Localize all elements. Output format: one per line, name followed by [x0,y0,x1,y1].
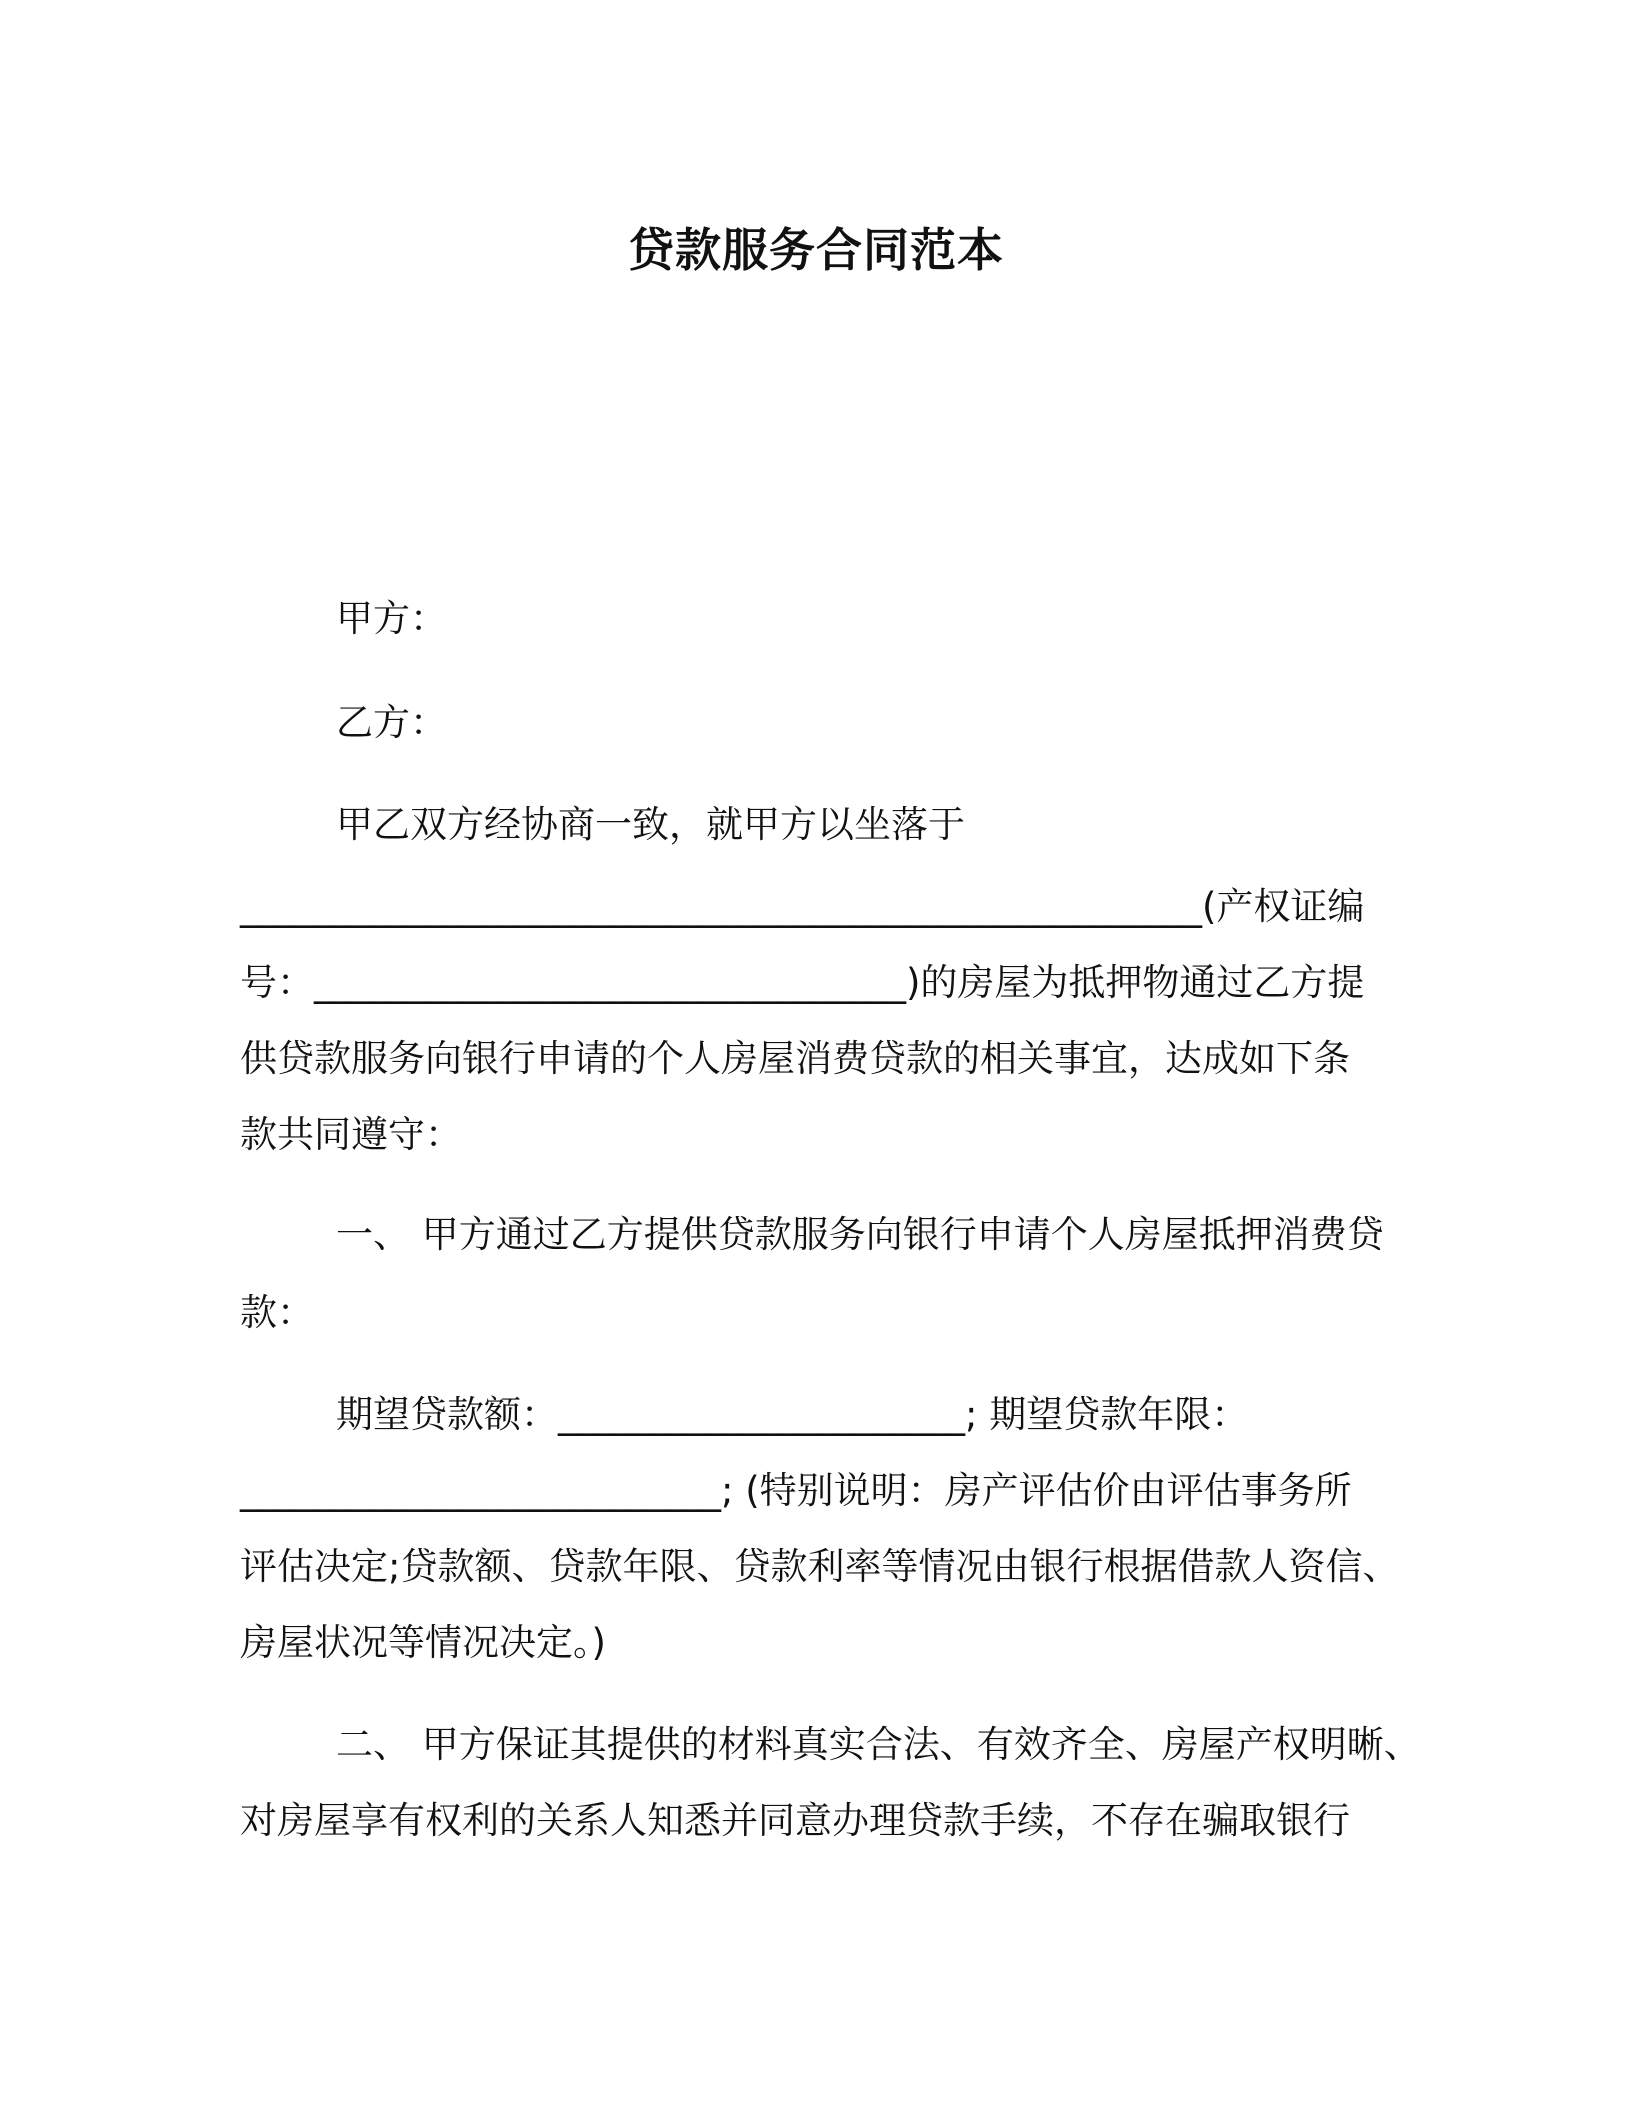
paragraph-line: ____________________________________________________(产权证编 [240,885,1365,928]
party-b-label: 乙方： [336,701,447,744]
special-note-line: 评估决定;贷款额、贷款年限、贷款利率等情况由银行根据借款人资信、 [240,1545,1400,1588]
loan-term-line: __________________________; (特别说明：房产评估价由评估事务所 [240,1469,1352,1512]
document-title: 贷款服务合同范本 [628,223,1004,277]
party-a-label: 甲方： [336,597,447,640]
paragraph-line: 款共同遵守： [240,1113,462,1156]
paragraph-line: 供贷款服务向银行申请的个人房屋消费贷款的相关事宜，达成如下条 [240,1037,1350,1080]
clause-two-line: 二、 甲方保证其提供的材料真实合法、有效齐全、房屋产权明晰、 [336,1723,1421,1766]
special-note-line: 房屋状况等情况决定。) [240,1621,606,1664]
clause-one-line: 一、 甲方通过乙方提供贷款服务向银行申请个人房屋抵押消费贷 [336,1213,1384,1256]
paragraph-line: 甲乙双方经协商一致，就甲方以坐落于 [336,803,965,846]
paragraph-line: 号：________________________________)的房屋为抵押物通过乙方提 [240,961,1365,1004]
loan-amount-line: 期望贷款额：______________________; 期望贷款年限： [336,1393,1249,1436]
clause-one-line: 款： [240,1291,314,1334]
clause-two-line: 对房屋享有权利的关系人知悉并同意办理贷款手续，不存在骗取银行 [240,1799,1350,1842]
